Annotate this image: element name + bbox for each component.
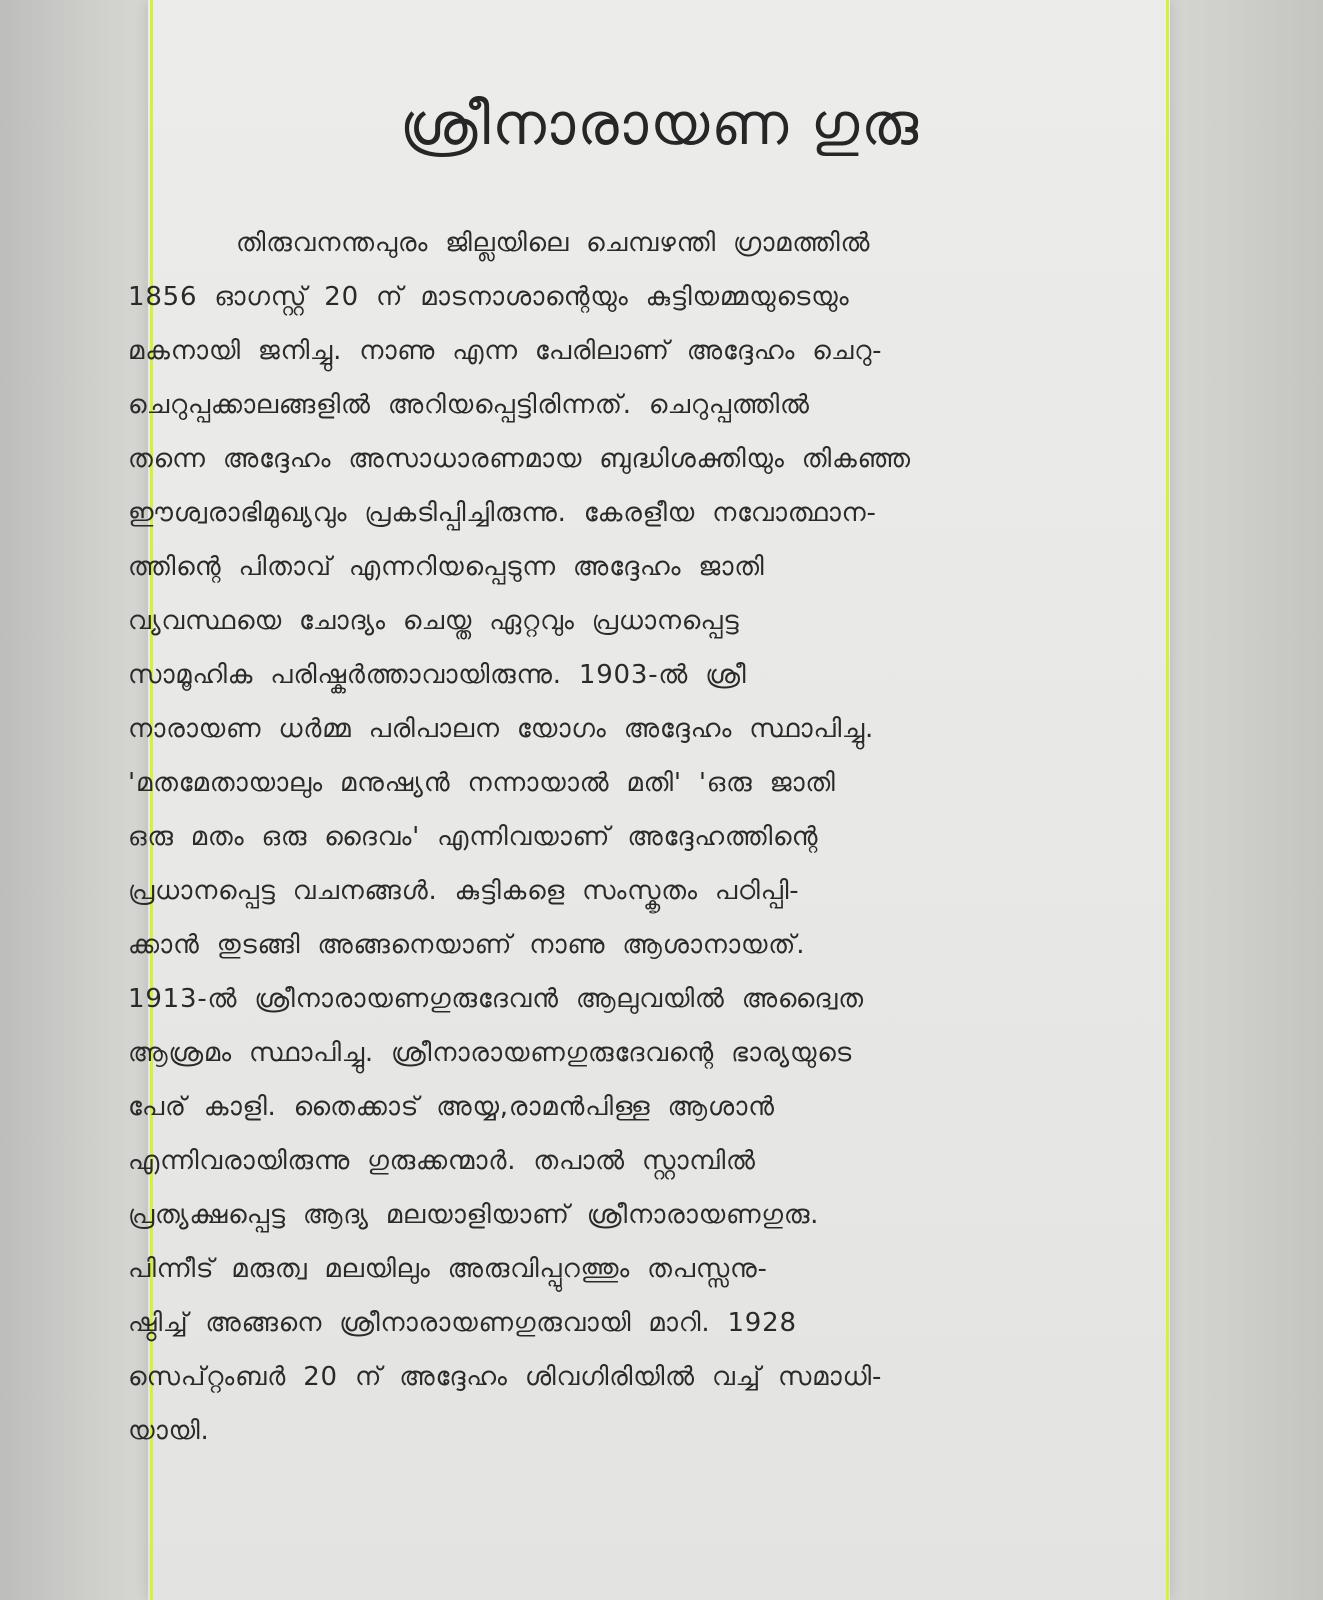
text-line: 1856 ഓഗസ്റ്റ് 20 ന് മാടനാശാന്റെയും കുട്ടിയമ്മയുടെയും [128, 282, 850, 312]
text-line: സാമൂഹിക പരിഷ്കർത്താവായിരുന്നു. 1903-ൽ ശ്രീ [128, 660, 747, 690]
text-line: ആശ്രമം സ്ഥാപിച്ചു. ശ്രീനാരായണഗുരുദേവന്റെ ഭാര്യയുടെ [128, 1038, 852, 1068]
text-line: ഷ്ഠിച്ച് അങ്ങനെ ശ്രീനാരായണഗുരുവായി മാറി. 1928 [128, 1308, 797, 1338]
text-line: 1913-ൽ ശ്രീനാരായണഗുരുദേവൻ ആലുവയിൽ അദ്വൈത [128, 984, 864, 1014]
text-line: നാരായണ ധർമ്മ പരിപാലന യോഗം അദ്ദേഹം സ്ഥാപിച്ചു. [128, 714, 875, 744]
text-line: യായി. [128, 1416, 210, 1446]
text-line: ത്തിന്റെ പിതാവ് എന്നറിയപ്പെടുന്ന അദ്ദേഹം ജാതി [128, 552, 765, 582]
text-line: ഈശ്വരാഭിമുഖ്യവും പ്രകടിപ്പിച്ചിരുന്നു. കേരളീയ നവോത്ഥാന- [128, 498, 877, 528]
text-line: മകനായി ജനിച്ചു. നാണു എന്ന പേരിലാണ് അദ്ദേഹം ചെറു- [128, 336, 883, 366]
text-line: തിരുവനന്തപുരം ജില്ലയിലെ ചെമ്പഴന്തി ഗ്രാമത്തിൽ [236, 228, 871, 258]
text-line: പ്രത്യക്ഷപ്പെട്ട ആദ്യ മലയാളിയാണ് ശ്രീനാരായണഗുരു. [128, 1200, 820, 1230]
text-line: വ്യവസ്ഥയെ ചോദ്യം ചെയ്ത ഏറ്റവും പ്രധാനപ്പെട്ട [128, 606, 740, 636]
background-right [1163, 0, 1323, 1600]
text-line: ചെറുപ്പക്കാലങ്ങളിൽ അറിയപ്പെട്ടിരിന്നത്. ചെറുപ്പത്തിൽ [128, 390, 810, 420]
text-line: പിന്നീട് മരുത്വ മലയിലും അരുവിപ്പുറത്തും തപസ്സനു- [128, 1254, 768, 1284]
text-line: എന്നിവരായിരുന്നു ഗുരുക്കന്മാർ. തപാൽ സ്റ്റാമ്പിൽ [128, 1146, 756, 1176]
text-line: സെപ്റ്റംബർ 20 ന് അദ്ദേഹം ശിവഗിരിയിൽ വച്ച് സമാധി- [128, 1362, 883, 1392]
text-line: പേര് കാളി. തൈക്കാട് അയ്യ,രാമൻപിള്ള ആശാൻ [128, 1092, 775, 1122]
handwritten-paragraph [128, 216, 1168, 1458]
text-line: ഒരു മതം ഒരു ദൈവം' എന്നിവയാണ് അദ്ദേഹത്തിന്റെ [128, 822, 819, 852]
page-title: ശ്രീനാരായണ ഗുരു [399, 90, 921, 158]
text-line: ക്കാൻ തുടങ്ങി അങ്ങനെയാണ് നാണു ആശാനായത്. [128, 930, 806, 960]
text-line: 'മതമേതായാലും മനുഷ്യൻ നന്നായാൽ മതി' 'ഒരു ജാതി [128, 768, 836, 798]
text-line: തന്നെ അദ്ദേഹം അസാധാരണമായ ബുദ്ധിശക്തിയും തികഞ്ഞ [128, 444, 911, 474]
text-line: പ്രധാനപ്പെട്ട വചനങ്ങൾ. കുട്ടികളെ സംസ്കൃതം പഠിപ്പി- [128, 876, 800, 906]
